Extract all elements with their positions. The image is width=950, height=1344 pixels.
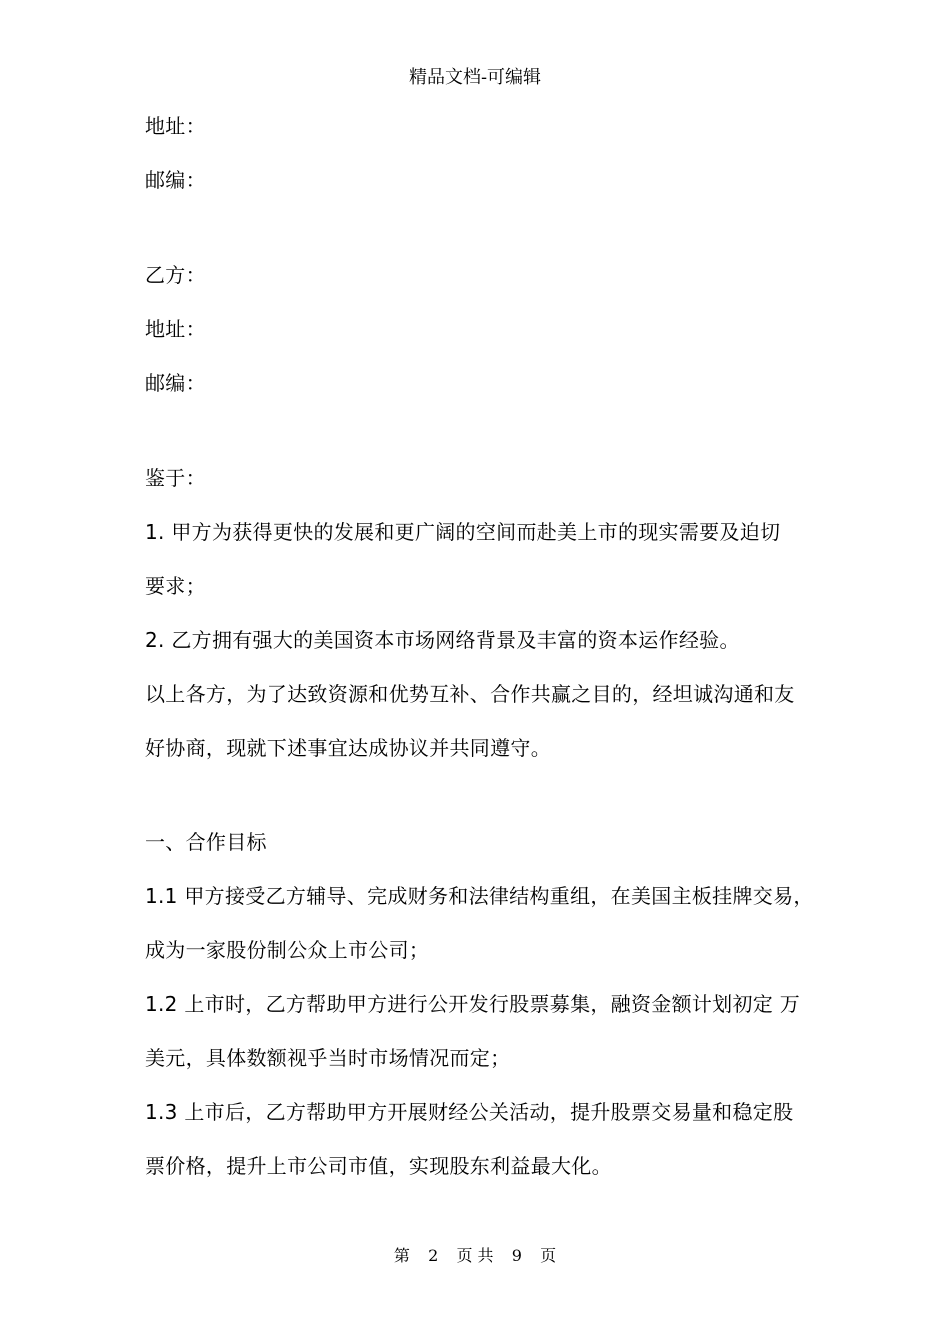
whereas-label: 鉴于：: [145, 466, 206, 490]
clause-1-1-line-1: 1.1 甲方接受乙方辅导、完成财务和法律结构重组，在美国主板挂牌交易，: [145, 884, 814, 908]
whereas-item-1-line-2: 要求；: [145, 574, 206, 598]
section-1-title: 一、合作目标: [145, 830, 267, 854]
party-b-address-label: 地址：: [145, 317, 206, 341]
clause-1-1-line-2: 成为一家股份制公众上市公司；: [145, 938, 430, 962]
clause-1-2-line-1: 1.2 上市时，乙方帮助甲方进行公开发行股票募集，融资金额计划初定 万: [145, 992, 801, 1016]
whereas-item-1-line-1: 1. 甲方为获得更快的发展和更广阔的空间而赴美上市的现实需要及迫切: [145, 520, 781, 544]
footer-suffix: 页: [540, 1246, 557, 1265]
clause-1-3-line-2: 票价格，提升上市公司市值，实现股东利益最大化。: [145, 1154, 612, 1178]
page-footer: [0, 1245, 950, 1267]
whereas-summary-line-2: 好协商，现就下述事宜达成协议并共同遵守。: [145, 736, 551, 760]
clause-1-3-line-1: 1.3 上市后，乙方帮助甲方开展财经公关活动，提升股票交易量和稳定股: [145, 1100, 794, 1124]
whereas-item-2: 2. 乙方拥有强大的美国资本市场网络背景及丰富的资本运作经验。: [145, 628, 740, 652]
footer-prefix: 第: [393, 1246, 410, 1265]
clause-1-2-line-2: 美元，具体数额视乎当时市场情况而定；: [145, 1046, 511, 1070]
page-header: 精品文档-可编辑: [408, 67, 542, 88]
party-a-postcode-label: 邮编：: [145, 168, 206, 192]
party-b-postcode-label: 邮编：: [145, 371, 206, 395]
party-a-address-label: 地址：: [145, 114, 206, 138]
whereas-summary-line-1: 以上各方，为了达致资源和优势互补、合作共赢之目的，经坦诚沟通和友: [145, 682, 795, 706]
footer-current-page: 2: [428, 1246, 439, 1265]
footer-total-pages: 9: [511, 1246, 522, 1265]
footer-middle: 页 共: [456, 1246, 494, 1265]
party-b-label: 乙方：: [145, 263, 206, 287]
